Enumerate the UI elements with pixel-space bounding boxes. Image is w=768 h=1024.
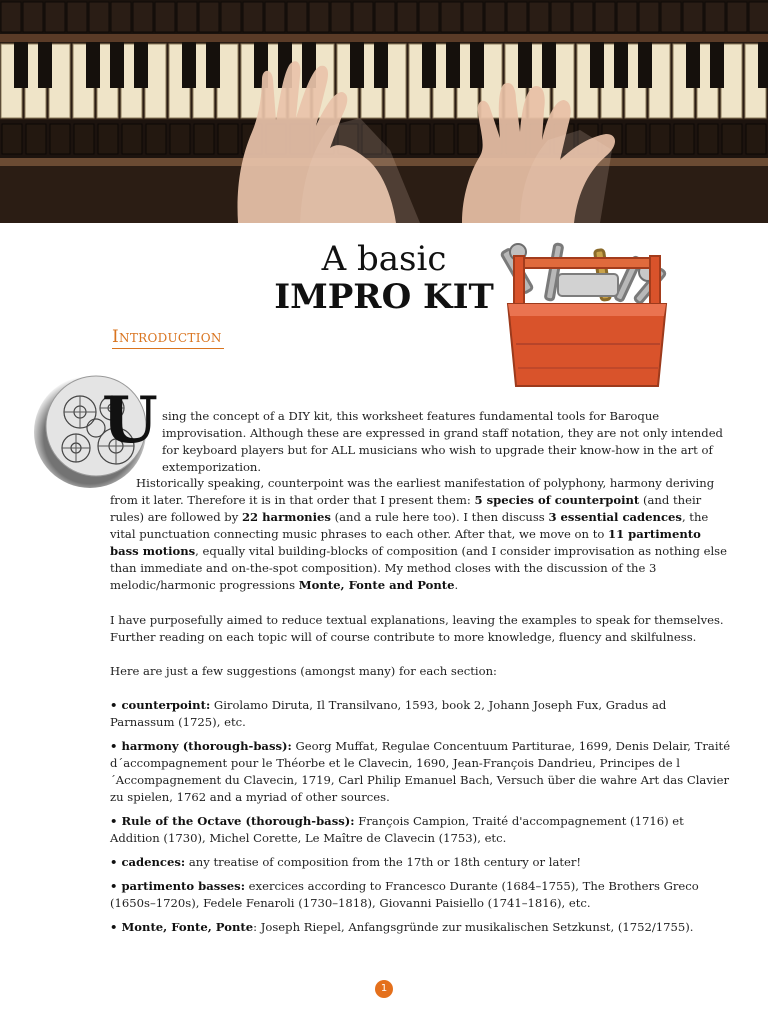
upper-manual-keys bbox=[1, 2, 768, 32]
reference-text: exercices according to Francesco Durante (1684–1755), The Brothers Greco (1650s–1720s), Fedele Fenaroli (1730–1818), Giovanni Paisiello (1741–1816), etc. bbox=[110, 879, 699, 910]
p1-text-1: Historically speaking, counterpoint was the earliest manifestation of polyphony, harmony deriving from it later. Therefore it is in that order that I present them: bbox=[110, 476, 715, 507]
lower-manual-keys bbox=[1, 42, 768, 118]
p1-text-4: , the vital punctuation connecting music phrases to each other. After that, we move on to bbox=[110, 510, 709, 541]
title-line-2: IMPRO KIT bbox=[274, 277, 494, 317]
reference-text: any treatise of composition from the 17th or 18th century or later! bbox=[185, 855, 582, 869]
reference-text: Girolamo Diruta, Il Transilvano, 1593, book 2, Johann Joseph Fux, Gradus ad Parnassum (1725), etc. bbox=[110, 698, 667, 729]
reference-item bbox=[110, 854, 732, 871]
reference-item bbox=[110, 919, 732, 936]
paragraph-purpose bbox=[110, 612, 732, 646]
p1-bold-partimento: 11 partimento bass motions bbox=[110, 527, 701, 558]
reference-item bbox=[110, 697, 732, 731]
drop-cap-letter: U bbox=[102, 383, 158, 458]
reference-item bbox=[110, 738, 732, 806]
p1-text-6: . bbox=[454, 578, 459, 592]
p2-text: I have purposefully aimed to reduce textual explanations, leaving the examples to speak for themselves. Further reading on each topic will of course contribute to more knowledge, fluency and skilfulness. bbox=[110, 613, 724, 644]
p1-bold-monte-fonte-ponte: Monte, Fonte and Ponte bbox=[298, 578, 455, 592]
reference-text: : Joseph Riepel, Anfangsgründe zur musikalischen Setzkunst, (1752/1755). bbox=[253, 920, 694, 934]
p1-bold-harmonies: 22 harmonies bbox=[241, 510, 331, 524]
p1-bold-species: 5 species of counterpoint bbox=[474, 493, 640, 507]
header-photo bbox=[0, 0, 768, 223]
reference-item bbox=[110, 813, 732, 847]
toolbox-icon bbox=[498, 240, 676, 390]
page-title bbox=[250, 240, 518, 316]
page-number-badge: 1 bbox=[375, 980, 393, 998]
reference-label: • harmony (thorough-bass): bbox=[110, 739, 292, 753]
reference-label: • counterpoint: bbox=[110, 698, 211, 712]
intro-paragraph bbox=[162, 408, 732, 476]
paragraph-counterpoint-overview bbox=[110, 475, 732, 594]
title-line-1: A basic bbox=[321, 239, 447, 279]
section-heading-introduction: Introduction bbox=[112, 327, 222, 347]
reference-text: Georg Muffat, Regulae Concentuum Partiturae, 1699, Denis Delair, Traité d´accompagnement pour le Théorbe et le Clavecin, 1690, Jean-François Dandrieu, Principes de l´Accompagnement du Clavecin, 1719, Carl Philip Emanuel Bach, Versuch über die wahre Art das Clavier zu spielen, 1762 and a myriad of other sources. bbox=[110, 739, 731, 804]
p1-text-3: (and a rule here too). I then discuss bbox=[330, 510, 549, 524]
reference-label: • cadences: bbox=[110, 855, 186, 869]
intro-text: sing the concept of a DIY kit, this worksheet features fundamental tools for Baroque improvisation. Although these are expressed in grand staff notation, they are not only intended for keyboard players but for ALL musicians who wish to upgrade their know-how in the art of extemporization. bbox=[162, 409, 723, 474]
reference-label: • Monte, Fonte, Ponte bbox=[110, 920, 254, 934]
reference-label: • partimento basses: bbox=[110, 879, 245, 893]
reference-item bbox=[110, 878, 732, 912]
paragraph-suggestions-intro bbox=[110, 663, 732, 680]
p1-text-5: , equally vital building-blocks of composition (and I consider improvisation as nothing else than immediate and on-the-spot composition). My method closes with the discussion of the 3 melodic/harmonic progressions bbox=[110, 544, 727, 592]
reference-label: • Rule of the Octave (thorough-bass): bbox=[110, 814, 355, 828]
harpsichord-keyboard-illustration bbox=[0, 0, 768, 223]
reference-list bbox=[110, 697, 732, 943]
p1-text-2: (and their rules) are followed by bbox=[110, 493, 702, 524]
p3-text: Here are just a few suggestions (amongst many) for each section: bbox=[110, 664, 497, 678]
p1-bold-cadences: 3 essential cadences bbox=[548, 510, 682, 524]
reference-text: François Campion, Traité d'accompagnement (1716) et Addition (1730), Michel Corette, Le Maître de Clavecin (1753), etc. bbox=[110, 814, 684, 845]
